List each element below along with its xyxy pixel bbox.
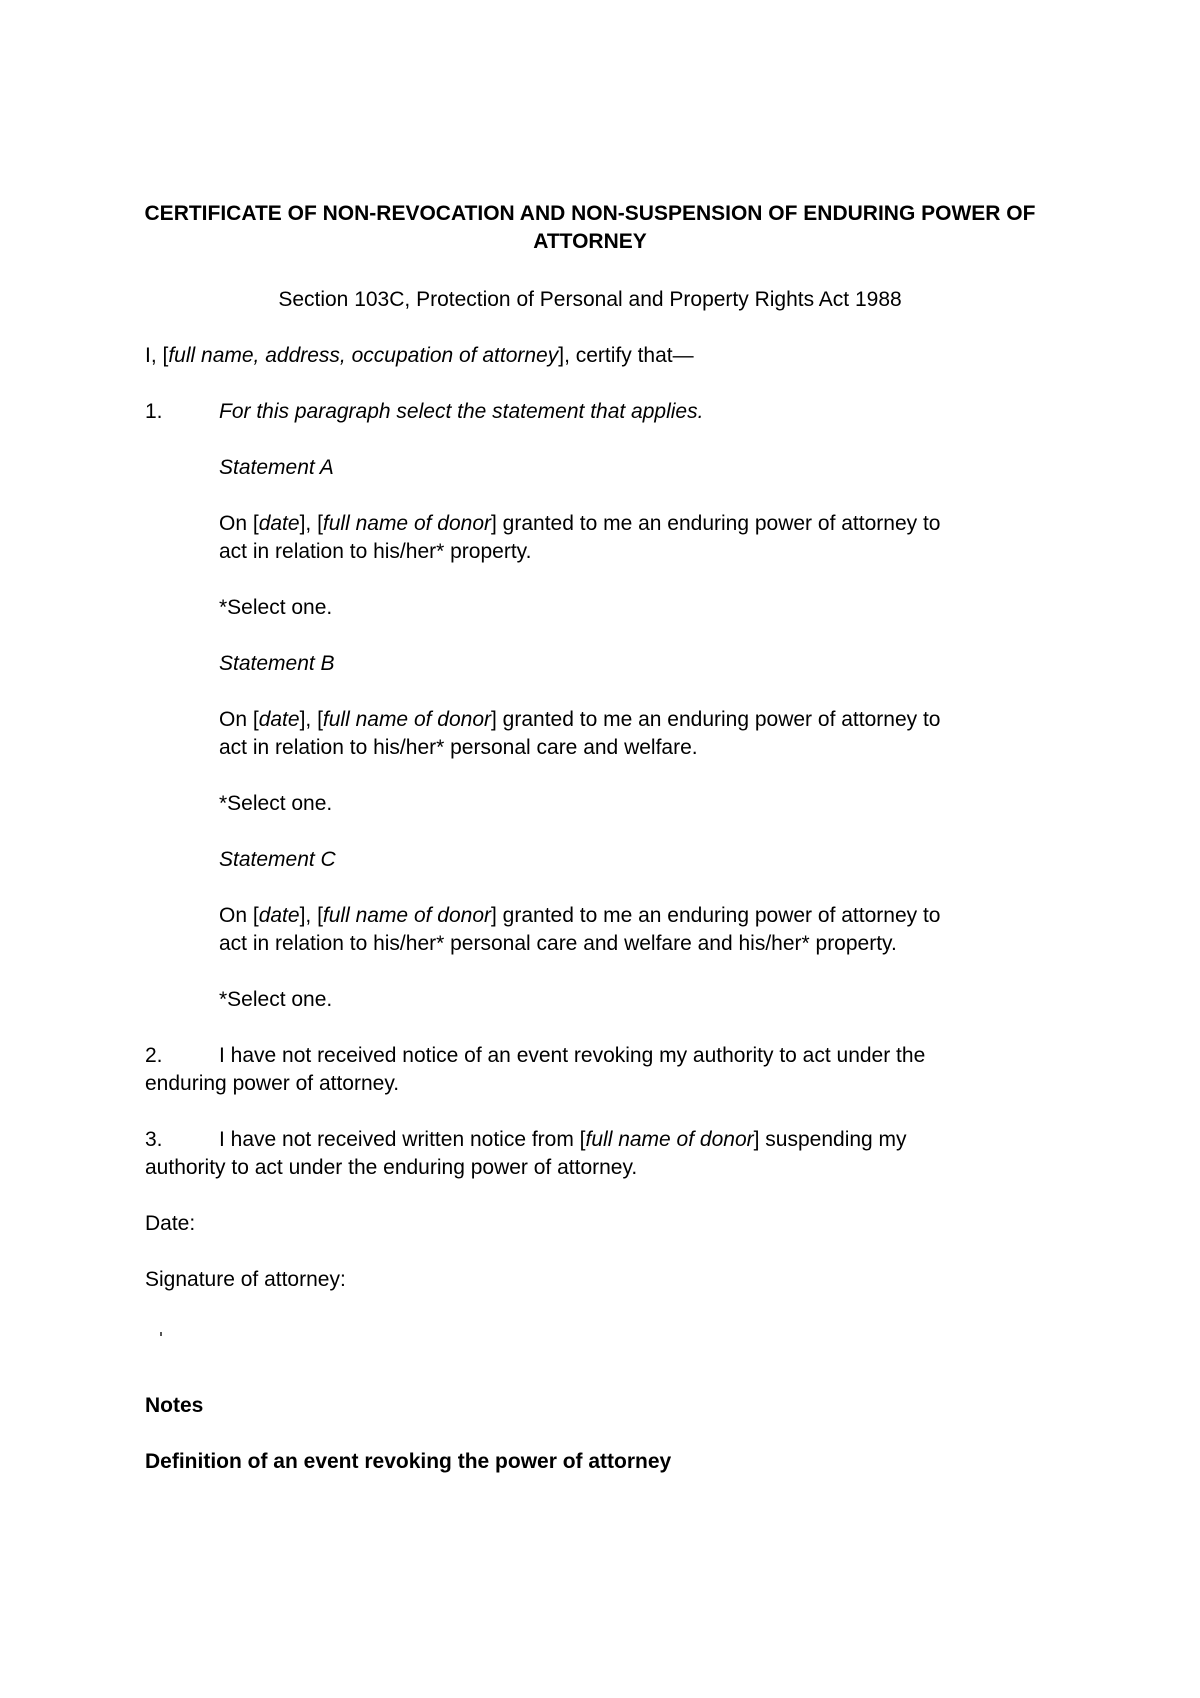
para3-line1: I have not received written notice from [full name of donor] suspending my — [219, 1128, 907, 1151]
statement-a-heading: Statement A — [219, 456, 334, 479]
para3-line2: authority to act under the enduring power of attorney. — [145, 1156, 638, 1179]
notes-heading: Notes — [145, 1394, 204, 1417]
statement-b-select-note: *Select one. — [219, 792, 333, 815]
document-subtitle: Section 103C, Protection of Personal and Property Rights Act 1988 — [278, 288, 902, 311]
statement-c-select-note: *Select one. — [219, 988, 333, 1011]
statement-b-line1: On [date], [full name of donor] granted to me an enduring power of attorney to — [219, 708, 941, 731]
para2-number: 2. — [145, 1044, 163, 1067]
attorney-placeholder: full name, address, occupation of attorney — [168, 344, 559, 367]
intro-prefix: I, [ — [145, 344, 169, 367]
statement-b-heading: Statement B — [219, 652, 335, 675]
date-label: Date: — [145, 1212, 196, 1235]
para2-line1: I have not received notice of an event revoking my authority to act under the — [219, 1044, 926, 1067]
statement-a-line2: act in relation to his/her* property. — [219, 540, 532, 563]
para1-instruction: For this paragraph select the statement that applies. — [219, 400, 704, 423]
intro-line — [145, 342, 694, 370]
statement-c-line2: act in relation to his/her* personal care and welfare and his/her* property. — [219, 932, 897, 955]
definition-heading: Definition of an event revoking the power of attorney — [145, 1450, 672, 1473]
statement-a-line1: On [date], [full name of donor] granted to me an enduring power of attorney to — [219, 512, 941, 535]
statement-c-heading: Statement C — [219, 848, 336, 871]
para2-line2: enduring power of attorney. — [145, 1072, 400, 1095]
statement-c-line1: On [date], [full name of donor] granted to me an enduring power of attorney to — [219, 904, 941, 927]
stray-mark — [160, 1332, 162, 1336]
statement-a-select-note: *Select one. — [219, 596, 333, 619]
para1-number: 1. — [145, 400, 163, 423]
document-title: CERTIFICATE OF NON-REVOCATION AND NON-SUSPENSION OF ENDURING POWER OF ATTORNEY — [144, 202, 1036, 253]
signature-label: Signature of attorney: — [145, 1268, 346, 1291]
intro-suffix: ], certify that— — [558, 344, 694, 367]
statement-b-line2: act in relation to his/her* personal care and welfare. — [219, 736, 698, 759]
para3-number: 3. — [145, 1128, 163, 1151]
